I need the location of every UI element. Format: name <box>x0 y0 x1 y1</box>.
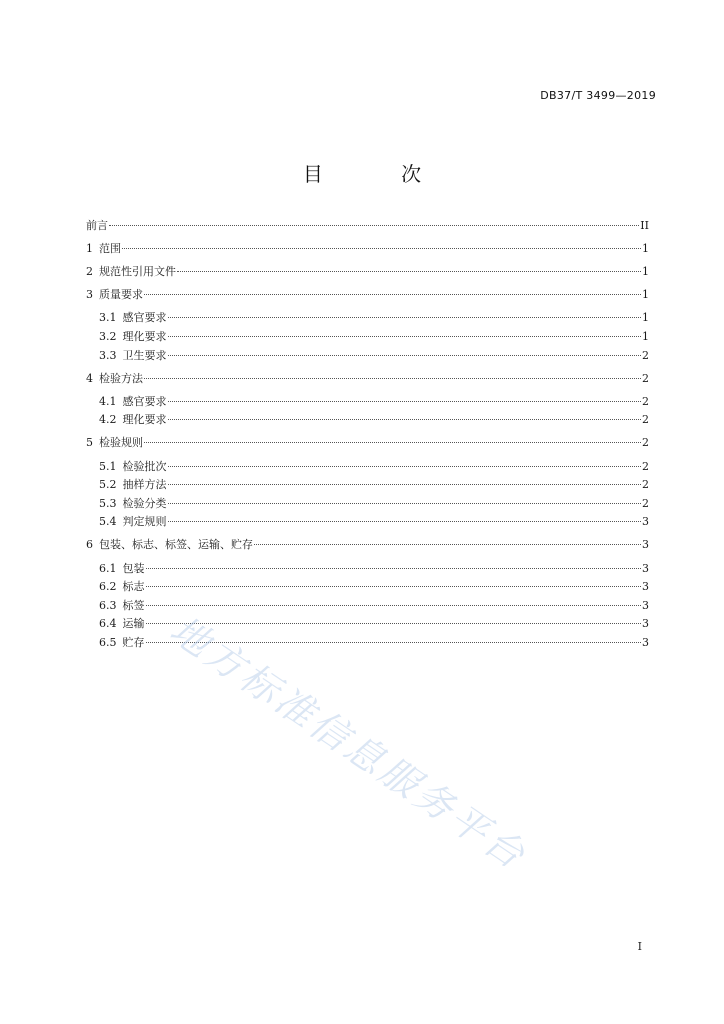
toc-entry-page: 1 <box>642 311 649 325</box>
toc-entry-label: 运输 <box>122 617 145 631</box>
toc-entry-page: 2 <box>642 496 649 510</box>
toc-leader <box>168 484 642 485</box>
toc-entry-label: 标签 <box>122 598 145 612</box>
toc-entry[interactable] <box>86 560 649 579</box>
toc-leader <box>168 336 642 337</box>
toc-entry[interactable] <box>86 240 649 259</box>
toc-entry[interactable] <box>86 434 649 453</box>
toc-entry[interactable] <box>86 328 649 347</box>
toc-entry[interactable] <box>86 286 649 305</box>
page-number: I <box>637 940 642 953</box>
toc-entry-number: 5.2 <box>99 478 117 492</box>
toc-entry-number: 6.1 <box>99 561 117 575</box>
toc-entry-label: 检验方法 <box>99 371 143 385</box>
toc-entry-page: 3 <box>642 617 649 631</box>
toc-entry-label: 理化要求 <box>122 329 167 343</box>
toc-entry[interactable] <box>86 476 649 495</box>
toc-entry-page: 3 <box>642 515 649 529</box>
toc-leader <box>254 544 641 545</box>
toc-entry-number: 3.2 <box>99 329 117 343</box>
toc-entry-page: 1 <box>642 265 649 279</box>
toc-entry-number: 6.5 <box>99 635 117 649</box>
toc-entry[interactable] <box>86 411 649 430</box>
toc-entry-number: 2 <box>86 265 93 279</box>
toc-entry-number: 5.1 <box>99 459 117 473</box>
toc-entry-page: II <box>640 219 649 232</box>
toc-title: 目 次 <box>302 162 458 186</box>
toc-entry-page: 2 <box>642 394 649 408</box>
toc-entry-label: 包装、标志、标签、运输、贮存 <box>99 538 253 552</box>
toc-entry[interactable] <box>86 578 649 597</box>
toc-entry-page: 2 <box>642 436 649 450</box>
toc-leader <box>146 568 642 569</box>
toc-leader <box>168 503 642 504</box>
toc-entry[interactable] <box>86 309 649 328</box>
toc-entry-page: 1 <box>642 288 649 302</box>
toc-leader <box>168 419 642 420</box>
toc-entry[interactable] <box>86 495 649 514</box>
toc-entry-page: 3 <box>642 635 649 649</box>
toc-entry-label: 规范性引用文件 <box>99 265 176 279</box>
toc-entry[interactable] <box>86 393 649 412</box>
toc-entry-label: 抽样方法 <box>122 478 167 492</box>
standard-code: DB37/T 3499—2019 <box>540 89 656 102</box>
toc-leader <box>168 401 642 402</box>
toc-entry-label: 范围 <box>99 242 121 256</box>
toc-entry-label: 卫生要求 <box>122 348 167 362</box>
toc-entry[interactable] <box>86 347 649 366</box>
toc-entry[interactable] <box>86 370 649 389</box>
watermark: 地方标准信息服务平台 <box>162 607 536 879</box>
toc-leader <box>168 521 642 522</box>
toc-leader <box>168 317 642 318</box>
toc-leader <box>146 586 642 587</box>
toc-leader <box>168 355 642 356</box>
toc-entry-label: 贮存 <box>122 635 145 649</box>
toc-leader <box>144 442 641 443</box>
toc-entry-label: 标志 <box>122 580 145 594</box>
toc-entry-page: 2 <box>642 413 649 427</box>
toc-entry-page: 3 <box>642 538 649 552</box>
toc-leader <box>144 294 641 295</box>
toc-entry-label: 质量要求 <box>99 288 143 302</box>
toc-entry-number: 3.3 <box>99 348 117 362</box>
toc-entry-number: 3.1 <box>99 311 117 325</box>
toc-entry-page: 1 <box>642 329 649 343</box>
toc-leader <box>146 605 642 606</box>
toc-entry-page: 3 <box>642 561 649 575</box>
toc-entry-number: 5.4 <box>99 515 117 529</box>
toc-entry-number: 1 <box>86 242 93 256</box>
toc-entry-label: 检验批次 <box>122 459 167 473</box>
toc-leader <box>122 248 641 249</box>
toc-entry[interactable] <box>86 458 649 477</box>
toc-entry-page: 3 <box>642 580 649 594</box>
toc-entry-number: 5 <box>86 436 93 450</box>
toc-entry-label: 理化要求 <box>122 413 167 427</box>
toc-entry-label: 感官要求 <box>122 311 167 325</box>
toc-entry-number: 6 <box>86 538 93 552</box>
table-of-contents <box>86 217 649 652</box>
toc-entry-label: 判定规则 <box>122 515 167 529</box>
toc-entry-number: 4 <box>86 371 93 385</box>
toc-entry-page: 2 <box>642 478 649 492</box>
toc-entry-label: 包装 <box>122 561 145 575</box>
toc-entry-page: 3 <box>642 598 649 612</box>
toc-entry[interactable] <box>86 513 649 532</box>
toc-entry-label: 检验分类 <box>122 496 167 510</box>
toc-entry-page: 2 <box>642 348 649 362</box>
toc-leader <box>177 271 641 272</box>
toc-entry[interactable] <box>86 536 649 555</box>
toc-entry-page: 2 <box>642 459 649 473</box>
toc-entry-page: 2 <box>642 371 649 385</box>
toc-entry-label: 前言 <box>86 219 108 232</box>
toc-leader <box>168 466 642 467</box>
toc-entry-page: 1 <box>642 242 649 256</box>
toc-entry-number: 5.3 <box>99 496 117 510</box>
toc-entry-number: 3 <box>86 288 93 302</box>
toc-entry-label: 感官要求 <box>122 394 167 408</box>
toc-entry[interactable] <box>86 217 649 236</box>
toc-entry[interactable] <box>86 263 649 282</box>
toc-entry-number: 6.3 <box>99 598 117 612</box>
toc-leader <box>109 225 639 226</box>
toc-entry-number: 4.1 <box>99 394 117 408</box>
toc-entry-label: 检验规则 <box>99 436 143 450</box>
toc-entry-number: 6.2 <box>99 580 117 594</box>
toc-entry-number: 4.2 <box>99 413 117 427</box>
toc-entry-number: 6.4 <box>99 617 117 631</box>
toc-entry[interactable] <box>86 597 649 616</box>
toc-leader <box>144 378 641 379</box>
